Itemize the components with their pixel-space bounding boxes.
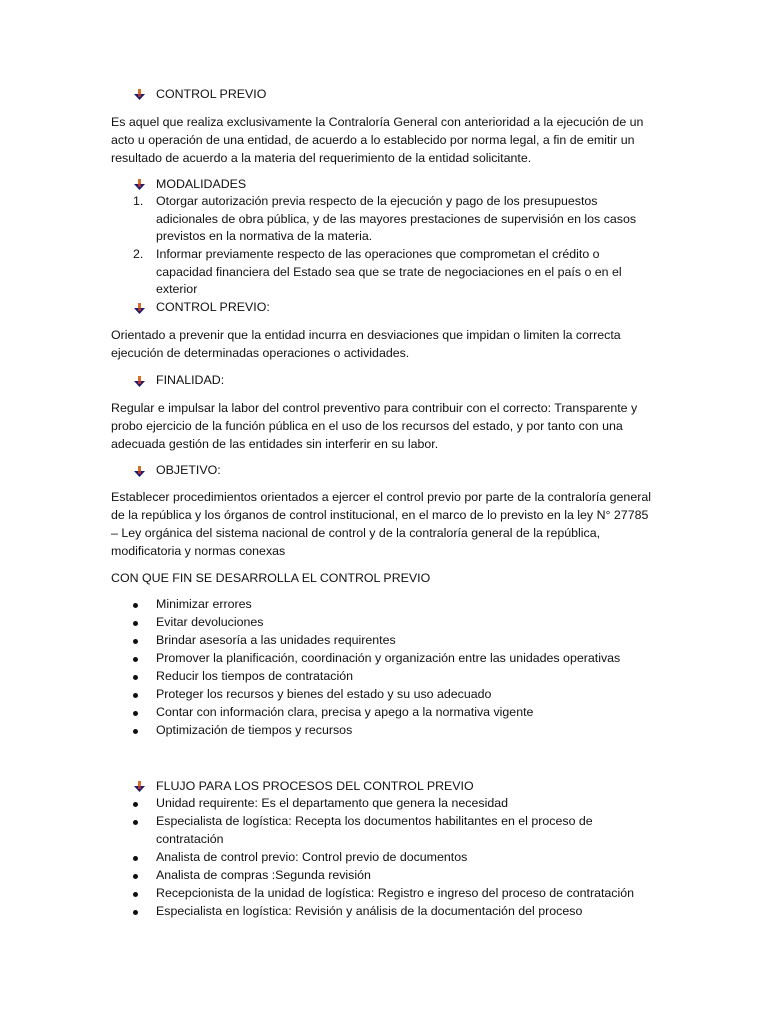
bullet-dot [133, 856, 138, 861]
bullet-dot [133, 910, 138, 915]
list-item: Contar con información clara, precisa y apego a la normativa vigente [156, 705, 534, 719]
heading-flujo: FLUJO PARA LOS PROCESOS DEL CONTROL PREVIO [156, 779, 474, 793]
heading-con-que-fin: CON QUE FIN SE DESARROLLA EL CONTROL PREVIO [111, 571, 431, 585]
list-item: Minimizar errores [156, 597, 252, 611]
list-item: Brindar asesoría a las unidades requirentes [156, 633, 396, 647]
list-item: Especialista en logística: Revisión y análisis de la documentación del proceso [156, 904, 583, 918]
bullet-dot [133, 874, 138, 879]
list-item: Especialista de logística: Recepta los documentos habilitantes en el proceso de contratación [156, 814, 593, 846]
list-item: Unidad requirente: Es el departamento que genera la necesidad [156, 796, 508, 810]
arrow-bullet-icon [133, 781, 146, 793]
bullet-dot [133, 657, 138, 662]
arrow-bullet-icon [133, 179, 146, 191]
bullet-dot [133, 802, 138, 807]
list-number: 2. [133, 247, 144, 261]
arrow-bullet-icon [133, 376, 146, 388]
paragraph-finalidad: Regular e impulsar la labor del control preventivo para contribuir con el correcto: Transparente y probo ejercicio de la función pública en el uso de los recursos del estado, y por tanto con una adecuada gestión de las entidades sin interferir en su labor. [111, 401, 638, 451]
paragraph-orientado: Orientado a prevenir que la entidad incurra en desviaciones que impidan o limiten la correcta ejecución de determinadas operaciones o actividades. [111, 328, 621, 360]
bullet-dot [133, 639, 138, 644]
list-item: Analista de compras :Segunda revisión [156, 868, 371, 882]
heading-objetivo: OBJETIVO: [156, 463, 221, 477]
arrow-bullet-icon [133, 89, 146, 101]
bullet-dot [133, 621, 138, 626]
bullet-dot [133, 729, 138, 734]
paragraph-objetivo: Establecer procedimientos orientados a ejercer el control previo por parte de la contraloría general de la república y los órganos de control institucional, en el marco de lo previsto en la ley N° 27785 – Ley orgánica del sistema nacional de control y de la contraloría general de la república, modificatoria y normas conexas [111, 490, 651, 558]
bullet-dot [133, 603, 138, 608]
paragraph-definition: Es aquel que realiza exclusivamente la Contraloría General con anterioridad a la ejecución de un acto u operación de una entidad, de acuerdo a lo establecido por norma legal, a fin de emitir un resultado de acuerdo a la materia del requerimiento de la entidad solicitante. [111, 115, 644, 165]
list-item: Proteger los recursos y bienes del estado y su uso adecuado [156, 687, 492, 701]
bullet-dot [133, 820, 138, 825]
heading-control-previo: CONTROL PREVIO [156, 87, 267, 101]
list-item: Informar previamente respecto de las operaciones que comprometan el crédito o capacidad financiera del Estado sea que se trate de negociaciones en el país o en el exterior [156, 247, 622, 297]
list-item: Optimización de tiempos y recursos [156, 723, 353, 737]
list-item: Promover la planificación, coordinación y organización entre las unidades operativas [156, 651, 621, 665]
heading-finalidad: FINALIDAD: [156, 373, 225, 387]
bullet-dot [133, 693, 138, 698]
list-item: Evitar devoluciones [156, 615, 264, 629]
list-item: Otorgar autorización previa respecto de la ejecución y pago de los presupuestos adicionales de obra pública, y de las mayores prestaciones de supervisión en los casos previstos en la normativa de la materia. [156, 194, 637, 244]
heading-modalidades: MODALIDADES [156, 177, 247, 191]
list-item: Reducir los tiempos de contratación [156, 669, 353, 683]
arrow-bullet-icon [133, 466, 146, 478]
arrow-bullet-icon [133, 303, 146, 315]
list-item: Recepcionista de la unidad de logística: Registro e ingreso del proceso de contratación [156, 886, 635, 900]
list-item: Analista de control previo: Control previo de documentos [156, 850, 468, 864]
bullet-dot [133, 711, 138, 716]
list-number: 1. [133, 194, 144, 208]
heading-control-previo-2: CONTROL PREVIO: [156, 300, 270, 314]
bullet-dot [133, 892, 138, 897]
bullet-dot [133, 675, 138, 680]
